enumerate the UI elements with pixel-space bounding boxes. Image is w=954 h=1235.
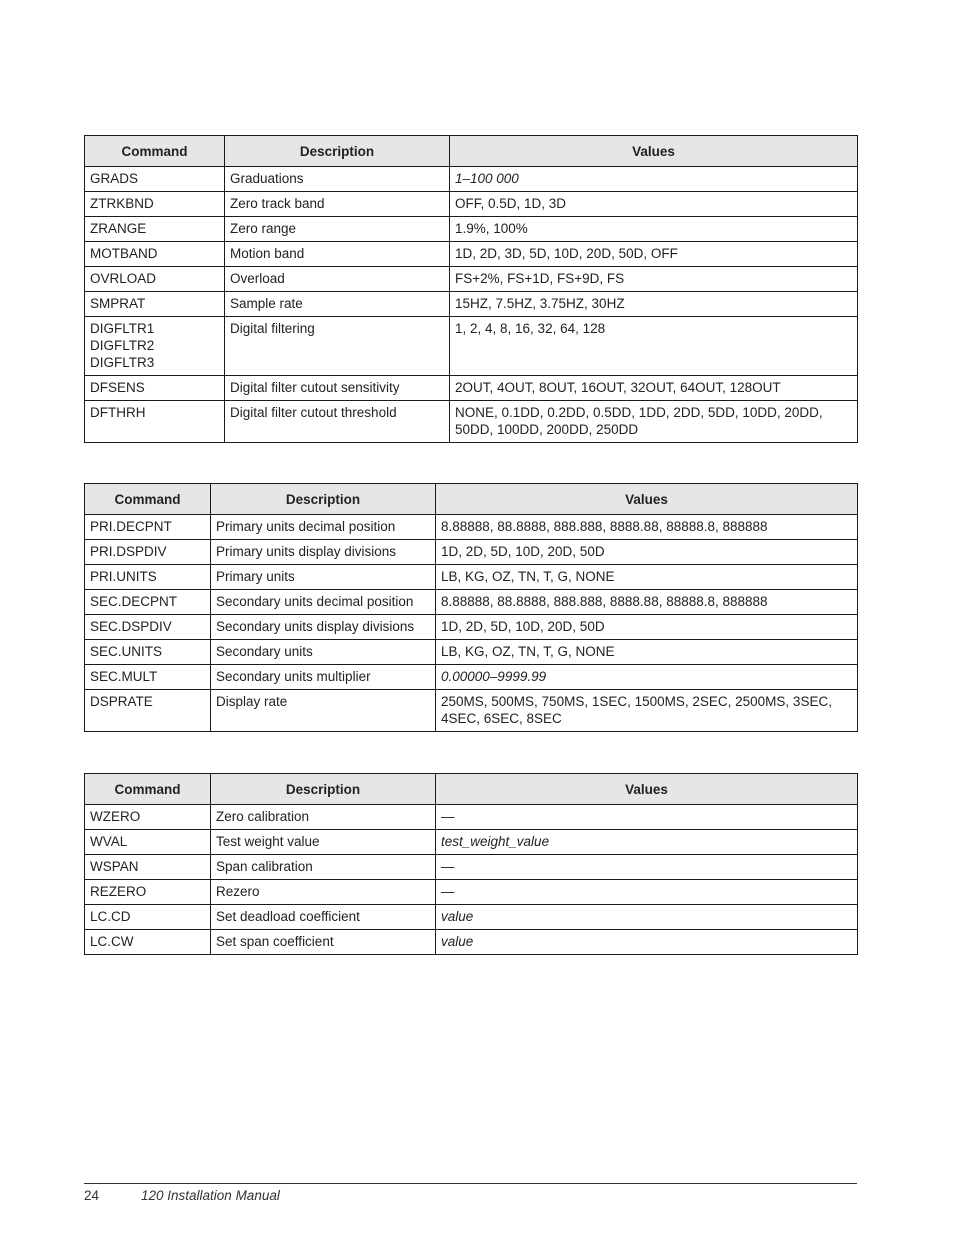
cell-command: ZRANGE bbox=[85, 217, 225, 242]
cell-values: value bbox=[436, 930, 858, 955]
cell-description: Motion band bbox=[225, 242, 450, 267]
table-row bbox=[85, 565, 858, 590]
cell-values: test_weight_value bbox=[436, 830, 858, 855]
table-row bbox=[85, 167, 858, 192]
cell-values: 1D, 2D, 3D, 5D, 10D, 20D, 50D, OFF bbox=[450, 242, 858, 267]
column-header-command: Command bbox=[85, 484, 211, 515]
cell-description: Digital filter cutout threshold bbox=[225, 401, 450, 443]
table-row bbox=[85, 292, 858, 317]
cell-values: 1D, 2D, 5D, 10D, 20D, 50D bbox=[436, 615, 858, 640]
cell-command: SEC.UNITS bbox=[85, 640, 211, 665]
cell-description: Primary units decimal position bbox=[211, 515, 436, 540]
cell-values: LB, KG, OZ, TN, T, G, NONE bbox=[436, 565, 858, 590]
cell-values: NONE, 0.1DD, 0.2DD, 0.5DD, 1DD, 2DD, 5DD, 10DD, 20DD, 50DD, 100DD, 200DD, 250DD bbox=[450, 401, 858, 443]
cell-description: Sample rate bbox=[225, 292, 450, 317]
cell-description: Zero range bbox=[225, 217, 450, 242]
cell-values: 8.88888, 88.8888, 888.888, 8888.88, 88888.8, 888888 bbox=[436, 590, 858, 615]
table-row bbox=[85, 640, 858, 665]
cell-description: Set deadload coefficient bbox=[211, 905, 436, 930]
cell-values: FS+2%, FS+1D, FS+9D, FS bbox=[450, 267, 858, 292]
cell-command: DFTHRH bbox=[85, 401, 225, 443]
footer-divider bbox=[84, 1183, 857, 1184]
table-row bbox=[85, 401, 858, 443]
cell-command: SEC.MULT bbox=[85, 665, 211, 690]
cell-values: 1D, 2D, 5D, 10D, 20D, 50D bbox=[436, 540, 858, 565]
column-header-command: Command bbox=[85, 774, 211, 805]
cell-values: 1.9%, 100% bbox=[450, 217, 858, 242]
column-header-values: Values bbox=[436, 774, 858, 805]
cell-values: 8.88888, 88.8888, 888.888, 8888.88, 88888.8, 888888 bbox=[436, 515, 858, 540]
table-row bbox=[85, 855, 858, 880]
cell-description: Rezero bbox=[211, 880, 436, 905]
cell-description: Digital filter cutout sensitivity bbox=[225, 376, 450, 401]
cell-command: GRADS bbox=[85, 167, 225, 192]
cell-command: WVAL bbox=[85, 830, 211, 855]
table-row bbox=[85, 540, 858, 565]
cell-description: Secondary units display divisions bbox=[211, 615, 436, 640]
cell-values: 15HZ, 7.5HZ, 3.75HZ, 30HZ bbox=[450, 292, 858, 317]
cell-values: 250MS, 500MS, 750MS, 1SEC, 1500MS, 2SEC, 2500MS, 3SEC, 4SEC, 6SEC, 8SEC bbox=[436, 690, 858, 732]
column-header-command: Command bbox=[85, 136, 225, 167]
cell-values: 0.00000–9999.99 bbox=[436, 665, 858, 690]
cell-command: DSPRATE bbox=[85, 690, 211, 732]
column-header-values: Values bbox=[436, 484, 858, 515]
command-table-2 bbox=[84, 483, 858, 732]
cell-values: value bbox=[436, 905, 858, 930]
page-number: 24 bbox=[84, 1188, 100, 1203]
cell-values: — bbox=[436, 805, 858, 830]
cell-description: Display rate bbox=[211, 690, 436, 732]
cell-description: Secondary units multiplier bbox=[211, 665, 436, 690]
cell-description: Zero track band bbox=[225, 192, 450, 217]
cell-command: DFSENS bbox=[85, 376, 225, 401]
table-row bbox=[85, 830, 858, 855]
cell-command: LC.CW bbox=[85, 930, 211, 955]
cell-values: 1, 2, 4, 8, 16, 32, 64, 128 bbox=[450, 317, 858, 376]
cell-command: WSPAN bbox=[85, 855, 211, 880]
cell-values: OFF, 0.5D, 1D, 3D bbox=[450, 192, 858, 217]
cell-description: Set span coefficient bbox=[211, 930, 436, 955]
cell-command: MOTBAND bbox=[85, 242, 225, 267]
table-row bbox=[85, 590, 858, 615]
table-header-row bbox=[85, 484, 858, 515]
column-header-description: Description bbox=[225, 136, 450, 167]
cell-description: Test weight value bbox=[211, 830, 436, 855]
cell-command: PRI.UNITS bbox=[85, 565, 211, 590]
table-row bbox=[85, 665, 858, 690]
table-header-row bbox=[85, 136, 858, 167]
cell-description: Primary units bbox=[211, 565, 436, 590]
manual-title: 120 Installation Manual bbox=[141, 1188, 280, 1203]
column-header-description: Description bbox=[211, 484, 436, 515]
column-header-values: Values bbox=[450, 136, 858, 167]
table-row bbox=[85, 930, 858, 955]
cell-command: REZERO bbox=[85, 880, 211, 905]
cell-description: Secondary units bbox=[211, 640, 436, 665]
cell-command: DIGFLTR1 DIGFLTR2 DIGFLTR3 bbox=[85, 317, 225, 376]
table-row bbox=[85, 242, 858, 267]
table-row bbox=[85, 905, 858, 930]
table-row bbox=[85, 267, 858, 292]
cell-description: Zero calibration bbox=[211, 805, 436, 830]
cell-command: PRI.DSPDIV bbox=[85, 540, 211, 565]
cell-description: Digital filtering bbox=[225, 317, 450, 376]
table-row bbox=[85, 615, 858, 640]
cell-command: SEC.DECPNT bbox=[85, 590, 211, 615]
cell-command: LC.CD bbox=[85, 905, 211, 930]
command-table-3 bbox=[84, 773, 858, 955]
cell-command: ZTRKBND bbox=[85, 192, 225, 217]
cell-description: Graduations bbox=[225, 167, 450, 192]
cell-values: LB, KG, OZ, TN, T, G, NONE bbox=[436, 640, 858, 665]
cell-values: — bbox=[436, 855, 858, 880]
cell-values: — bbox=[436, 880, 858, 905]
command-table-1 bbox=[84, 135, 858, 443]
table-row bbox=[85, 317, 858, 376]
cell-command: WZERO bbox=[85, 805, 211, 830]
cell-command: SEC.DSPDIV bbox=[85, 615, 211, 640]
table-row bbox=[85, 376, 858, 401]
cell-description: Primary units display divisions bbox=[211, 540, 436, 565]
table-row bbox=[85, 515, 858, 540]
cell-command: OVRLOAD bbox=[85, 267, 225, 292]
cell-description: Overload bbox=[225, 267, 450, 292]
cell-description: Span calibration bbox=[211, 855, 436, 880]
table-row bbox=[85, 217, 858, 242]
cell-command: PRI.DECPNT bbox=[85, 515, 211, 540]
cell-command: SMPRAT bbox=[85, 292, 225, 317]
table-row bbox=[85, 805, 858, 830]
cell-values: 1–100 000 bbox=[450, 167, 858, 192]
cell-values: 2OUT, 4OUT, 8OUT, 16OUT, 32OUT, 64OUT, 128OUT bbox=[450, 376, 858, 401]
table-row bbox=[85, 192, 858, 217]
table-row bbox=[85, 690, 858, 732]
cell-description: Secondary units decimal position bbox=[211, 590, 436, 615]
table-header-row bbox=[85, 774, 858, 805]
column-header-description: Description bbox=[211, 774, 436, 805]
table-row bbox=[85, 880, 858, 905]
